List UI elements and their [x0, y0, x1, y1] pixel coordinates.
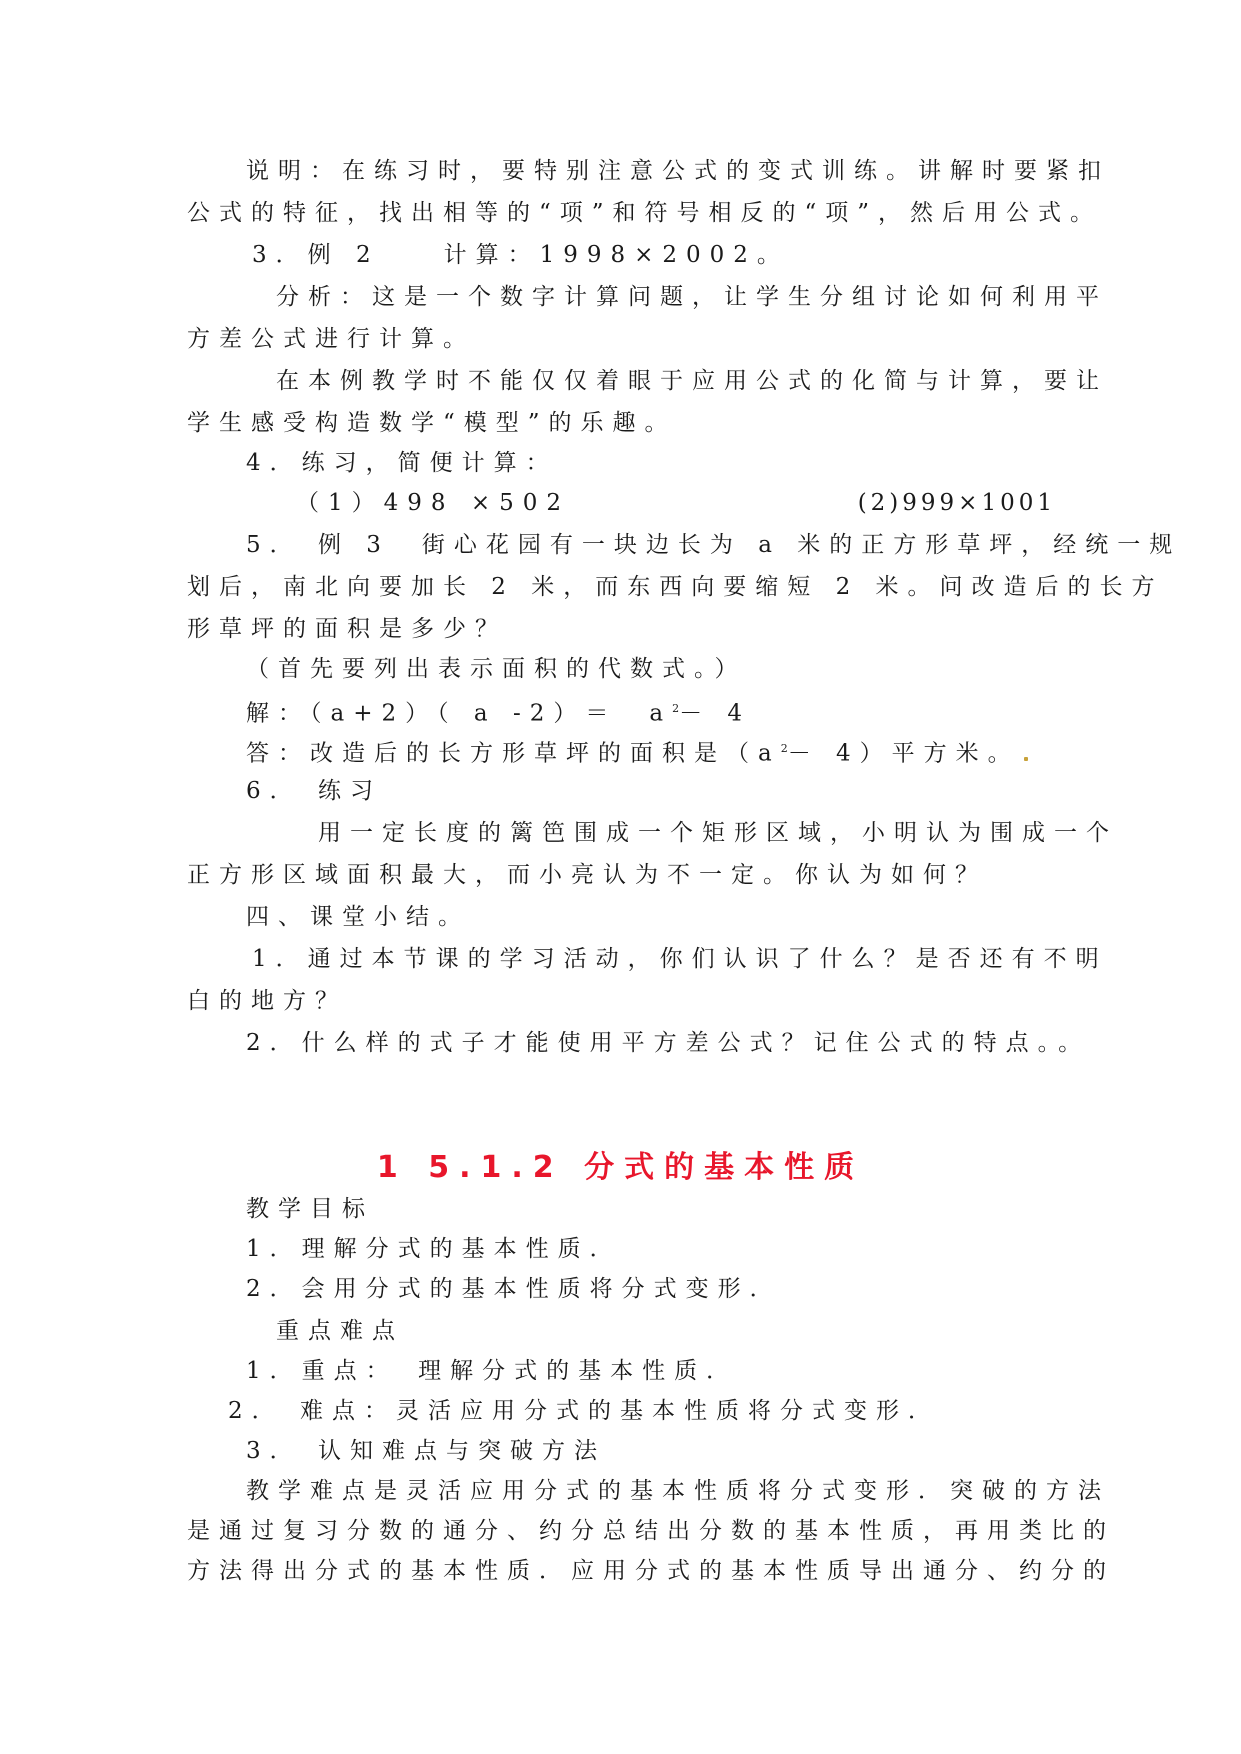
paragraph-line: 用一定长度的篱笆围成一个矩形区域，小明认为围成一个 — [318, 820, 1118, 846]
paragraph-line: 是通过复习分数的通分、约分总结出分数的基本性质，再用类比的 — [187, 1518, 1115, 1544]
decorative-dot — [1024, 757, 1028, 761]
exponent: 2 — [672, 702, 680, 715]
list-item: 2．会用分式的基本性质将分式变形． — [246, 1276, 782, 1302]
paragraph-line: 在本例教学时不能仅仅着眼于应用公式的化简与计算，要让 — [276, 368, 1108, 394]
paragraph-line: 学生感受构造数学“模型”的乐趣。 — [187, 410, 677, 436]
answer-text: － 4）平方米。 — [787, 740, 1020, 767]
paragraph-line: （首先要列出表示面积的代数式。） — [246, 656, 747, 682]
solution-text: － 4 — [679, 700, 752, 727]
list-item: 3． 认知难点与突破方法 — [246, 1438, 606, 1464]
paragraph-line: 正方形区域面积最大，而小亮认为不一定。你认为如何？ — [187, 862, 987, 888]
list-item: 1．理解分式的基本性质． — [246, 1236, 622, 1262]
paragraph-line: 2．什么样的式子才能使用平方差公式？记住公式的特点。。 — [246, 1030, 1091, 1056]
paragraph-line: 划后，南北向要加长 2 米，而东西向要缩短 2 米。问改造后的长方 — [187, 574, 1164, 600]
list-item: 2． 难点：灵活应用分式的基本性质将分式变形． — [228, 1398, 940, 1424]
paragraph-line: 形草坪的面积是多少？ — [187, 616, 507, 642]
exercise-heading: 4．练习，简便计算： — [246, 450, 558, 476]
paragraph-line: 说明：在练习时，要特别注意公式的变式训练。讲解时要紧扣 — [246, 158, 1110, 184]
paragraph-line: 白的地方？ — [187, 988, 347, 1014]
section-title: 1 5.1.2 分式的基本性质 — [376, 1150, 865, 1185]
answer-line — [246, 734, 1028, 769]
section-heading: 四、课堂小结。 — [246, 904, 470, 930]
answer-text: 答：改造后的长方形草坪的面积是（a — [246, 740, 781, 767]
solution-line — [246, 694, 751, 729]
paragraph-line: 公式的特征，找出相等的“项”和符号相反的“项”，然后用公式。 — [187, 200, 1103, 226]
list-item: 1．重点： 理解分式的基本性质． — [246, 1358, 739, 1384]
exponent: 2 — [780, 742, 788, 755]
paragraph-line: 方法得出分式的基本性质．应用分式的基本性质导出通分、约分的 — [187, 1558, 1115, 1584]
subsection-heading: 教学目标 — [246, 1196, 374, 1222]
paragraph-line: 1．通过本节课的学习活动，你们认识了什么？是否还有不明 — [252, 946, 1108, 972]
exercise-item-1: （1）498 ×502 — [296, 490, 571, 516]
subsection-heading: 重点难点 — [276, 1318, 404, 1344]
exercise-heading: 6． 练习 — [246, 778, 382, 804]
solution-text: 解：（a+2）（ a -2）＝ a — [246, 700, 673, 727]
paragraph-line: 分析：这是一个数字计算问题，让学生分组讨论如何利用平 — [276, 284, 1108, 310]
example-heading: 3．例 2 计算：1998×2002。 — [252, 242, 789, 268]
paragraph-line: 方差公式进行计算。 — [187, 326, 475, 352]
example-heading: 5． 例 3 街心花园有一块边长为 a 米的正方形草坪，经统一规 — [246, 532, 1182, 558]
exercise-item-2: (2)999×1001 — [857, 490, 1056, 516]
paragraph-line: 教学难点是灵活应用分式的基本性质将分式变形．突破的方法 — [246, 1478, 1110, 1504]
